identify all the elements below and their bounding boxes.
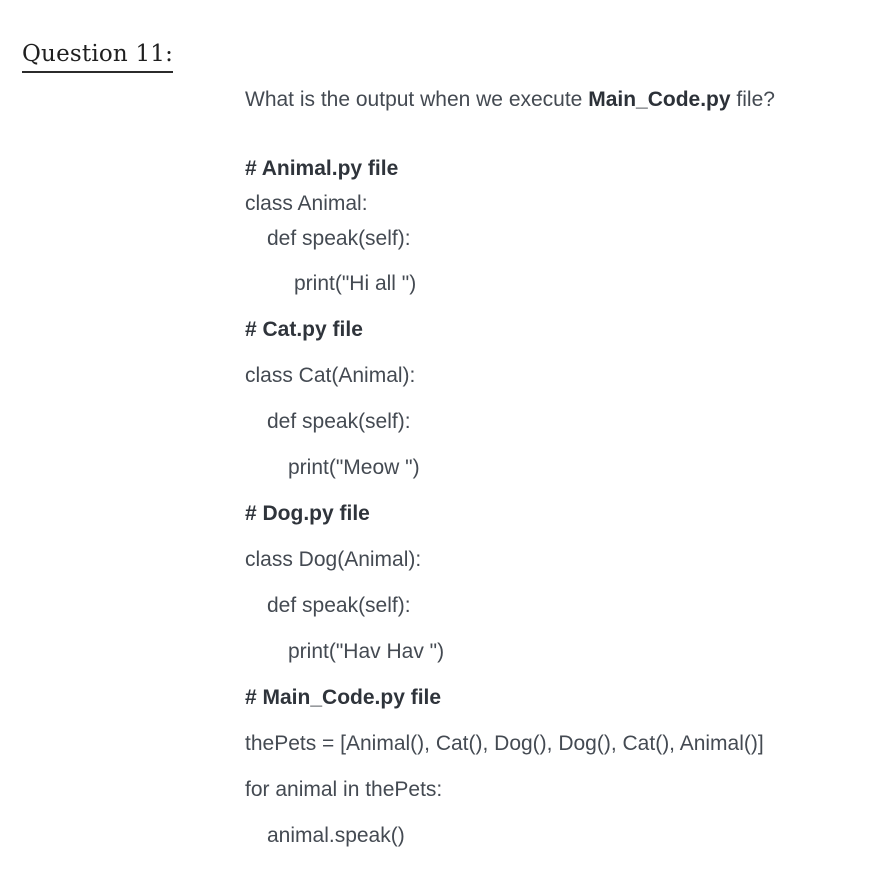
code-line-animal-def-speak: def speak(self): — [267, 227, 411, 250]
code-comment-cat-file: # Cat.py file — [245, 318, 363, 341]
code-line-thepets-list: thePets = [Animal(), Cat(), Dog(), Dog(), Cat(), Animal()] — [245, 732, 764, 755]
prompt-filename: Main_Code.py — [588, 88, 731, 111]
code-line-cat-print: print("Meow ") — [288, 456, 420, 479]
code-comment-main-file: # Main_Code.py file — [245, 686, 442, 709]
prompt-suffix: file? — [730, 88, 775, 111]
code-comment-dog-file: # Dog.py file — [245, 502, 370, 525]
prompt-prefix: What is the output when we execute — [245, 88, 589, 111]
code-line-class-dog: class Dog(Animal): — [245, 548, 422, 571]
code-line-for-loop: for animal in thePets: — [245, 778, 443, 801]
code-comment-animal-file: # Animal.py file — [245, 157, 399, 180]
code-line-cat-def-speak: def speak(self): — [267, 410, 411, 433]
code-line-animal-speak-call: animal.speak() — [267, 824, 405, 847]
code-line-animal-print: print("Hi all ") — [294, 272, 417, 295]
code-line-class-cat: class Cat(Animal): — [245, 364, 416, 387]
question-heading: Question 11: — [22, 40, 173, 73]
code-line-dog-print: print("Hav Hav ") — [288, 640, 445, 663]
question-prompt — [245, 86, 775, 114]
code-line-class-animal: class Animal: — [245, 192, 368, 215]
code-line-dog-def-speak: def speak(self): — [267, 594, 411, 617]
